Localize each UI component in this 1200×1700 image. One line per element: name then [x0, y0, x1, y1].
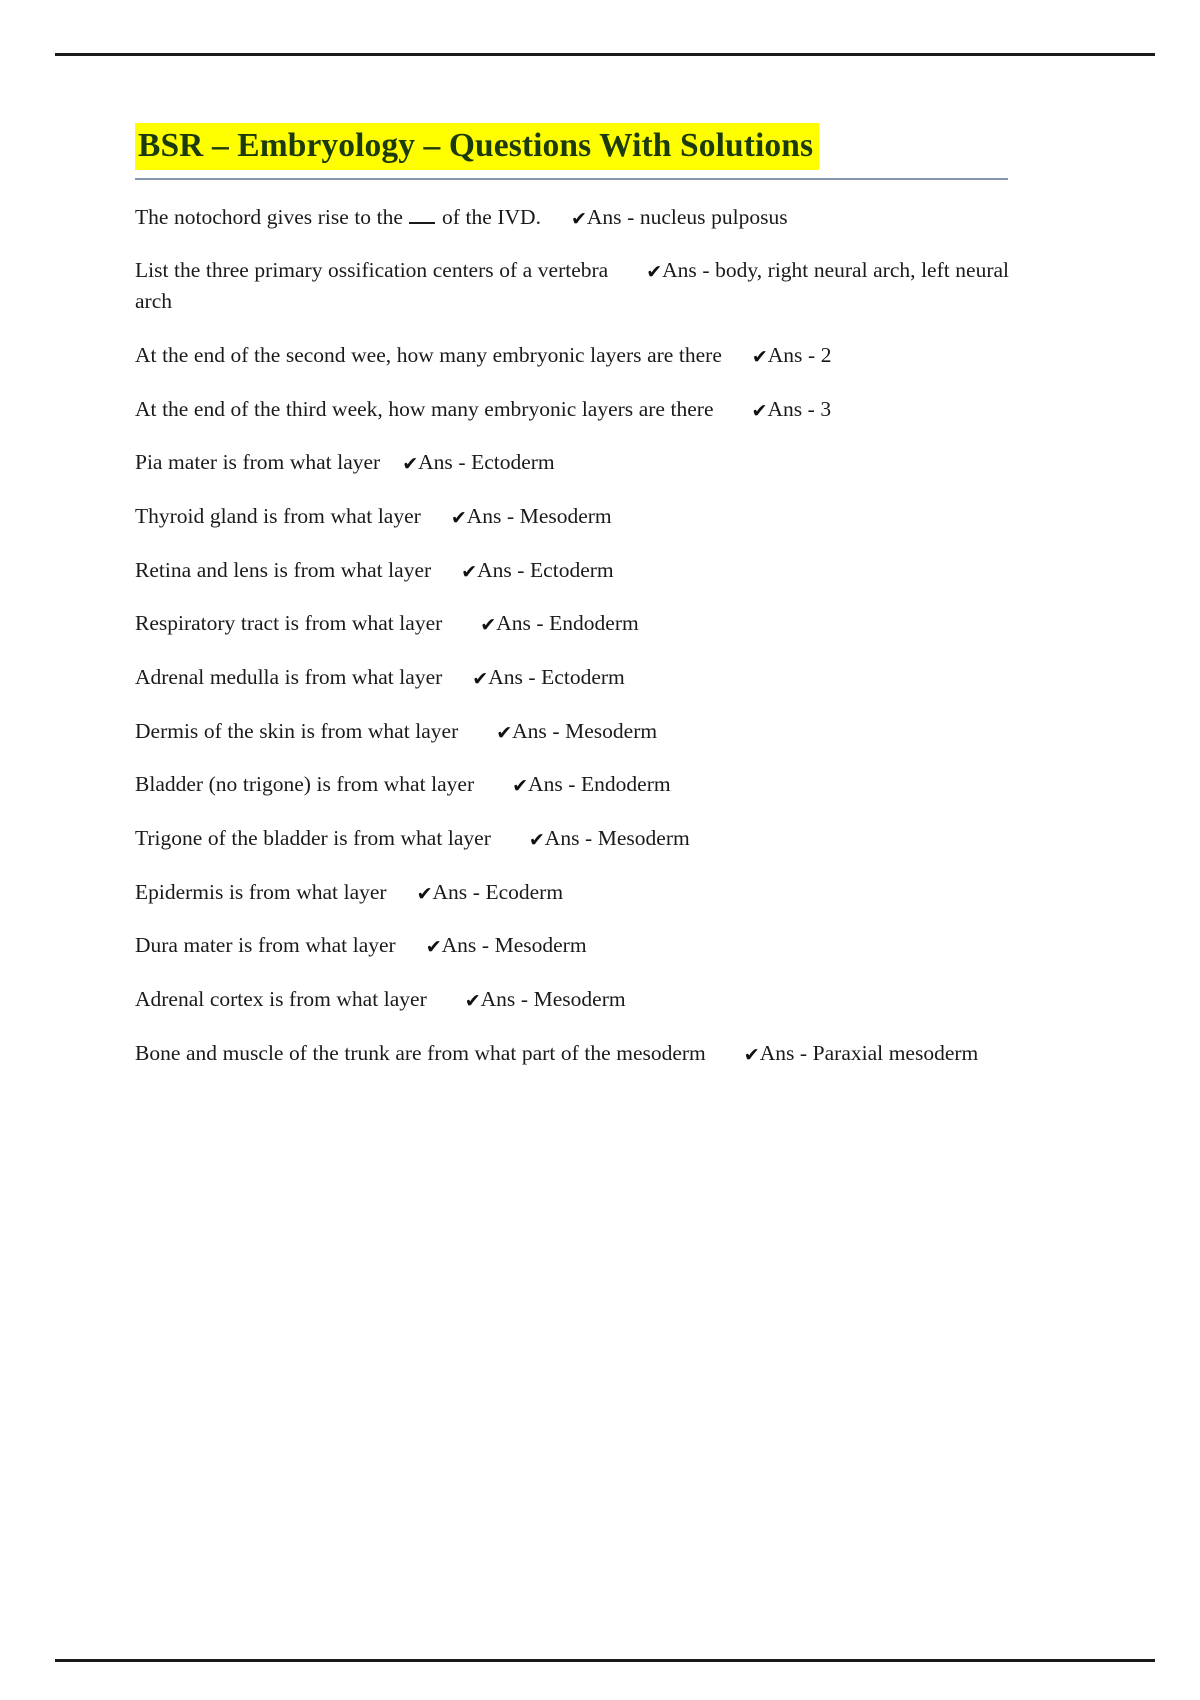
- answer-dash: -: [452, 450, 472, 475]
- question-text: Respiratory tract is from what layer: [135, 611, 443, 636]
- qa-item: [135, 716, 1013, 747]
- answer-dash: -: [621, 204, 640, 229]
- question-text: The notochord gives rise to the: [135, 204, 409, 229]
- qa-item: [135, 769, 1013, 800]
- answer-label: Ans: [759, 1040, 795, 1065]
- answer-text: Endoderm: [549, 611, 639, 636]
- checkmark-icon: ✔: [450, 507, 467, 530]
- answer-dash: -: [515, 987, 534, 1012]
- answer-dash: -: [696, 258, 716, 283]
- qa-item: [135, 447, 1013, 478]
- answer-label: Ans: [488, 665, 523, 690]
- qa-list: [135, 202, 1013, 1069]
- qa-item: [135, 984, 1013, 1015]
- answer-label: Ans: [544, 826, 580, 851]
- fill-in-blank: [409, 209, 435, 224]
- answer-text: Mesoderm: [519, 504, 612, 529]
- qa-item: [135, 608, 1013, 639]
- answer-label: Ans: [662, 258, 697, 283]
- answer-dash: -: [501, 504, 520, 529]
- answer-label: Ans: [767, 396, 803, 421]
- question-text: Bone and muscle of the trunk are from what part of the mesoderm: [135, 1040, 706, 1065]
- checkmark-icon: ✔: [416, 882, 433, 905]
- checkmark-icon: ✔: [646, 261, 663, 284]
- answer-text: body, right neural arch, left neural arch: [135, 258, 1010, 314]
- question-text: At the end of the second wee, how many embryonic layers are there: [135, 343, 722, 368]
- answer-text: Mesoderm: [597, 826, 690, 851]
- checkmark-icon: ✔: [570, 207, 587, 230]
- answer-text: Ectoderm: [471, 450, 555, 475]
- checkmark-icon: ✔: [751, 346, 768, 369]
- question-text: Trigone of the bladder is from what layer: [135, 826, 491, 851]
- answer-text: Ectoderm: [541, 665, 625, 690]
- question-text: Adrenal medulla is from what layer: [135, 665, 443, 690]
- answer-text: Mesoderm: [494, 933, 587, 958]
- question-text: Thyroid gland is from what layer: [135, 504, 421, 529]
- answer-label: Ans: [418, 450, 453, 475]
- question-text: Retina and lens is from what layer: [135, 557, 432, 582]
- answer-dash: -: [579, 826, 598, 851]
- question-text-continued: of the IVD.: [436, 204, 541, 229]
- answer-text: 2: [820, 343, 832, 368]
- answer-text: Ecoderm: [485, 879, 564, 904]
- title-underline-rule: [135, 178, 1008, 180]
- page-title: BSR – Embryology – Questions With Solutions: [135, 123, 819, 170]
- qa-item: [135, 255, 1013, 317]
- qa-item: [135, 501, 1013, 532]
- checkmark-icon: ✔: [751, 399, 768, 422]
- qa-item: [135, 555, 1013, 586]
- answer-label: Ans: [432, 879, 468, 904]
- qa-item: [135, 1038, 1013, 1069]
- answer-text: Paraxial mesoderm: [812, 1040, 979, 1065]
- checkmark-icon: ✔: [402, 453, 419, 476]
- question-text: Bladder (no trigone) is from what layer: [135, 772, 475, 797]
- qa-item: [135, 394, 1013, 425]
- answer-text: Endoderm: [581, 772, 671, 797]
- answer-label: Ans: [477, 557, 512, 582]
- question-text: Pia mater is from what layer: [135, 450, 381, 475]
- answer-dash: -: [794, 1040, 813, 1065]
- question-text: Adrenal cortex is from what layer: [135, 987, 427, 1012]
- answer-dash: -: [511, 557, 531, 582]
- checkmark-icon: ✔: [480, 614, 497, 637]
- page-top-rule: [55, 53, 1155, 56]
- question-text: Dura mater is from what layer: [135, 933, 396, 958]
- checkmark-icon: ✔: [496, 721, 513, 744]
- checkmark-icon: ✔: [425, 936, 442, 959]
- checkmark-icon: ✔: [464, 990, 481, 1013]
- qa-item: [135, 340, 1013, 371]
- qa-item: [135, 930, 1013, 961]
- document-content: [135, 124, 1013, 1069]
- answer-dash: -: [522, 665, 542, 690]
- answer-label: Ans: [441, 933, 477, 958]
- answer-dash: -: [476, 933, 495, 958]
- answer-label: Ans: [496, 611, 531, 636]
- answer-dash: -: [546, 718, 566, 743]
- question-text: List the three primary ossification centers of a vertebra: [135, 258, 609, 283]
- qa-item: [135, 662, 1013, 693]
- answer-dash: -: [802, 396, 821, 421]
- checkmark-icon: ✔: [528, 829, 545, 852]
- page-title-container: [135, 124, 1013, 169]
- checkmark-icon: ✔: [461, 560, 478, 583]
- question-text: Epidermis is from what layer: [135, 879, 387, 904]
- answer-label: Ans: [512, 718, 547, 743]
- checkmark-icon: ✔: [472, 668, 489, 691]
- qa-item: [135, 202, 1013, 233]
- question-text: At the end of the third week, how many embryonic layers are there: [135, 396, 714, 421]
- answer-dash: -: [467, 879, 486, 904]
- answer-label: Ans: [528, 772, 563, 797]
- qa-item: [135, 823, 1013, 854]
- answer-text: Mesoderm: [565, 718, 658, 743]
- answer-dash: -: [802, 343, 821, 368]
- answer-dash: -: [530, 611, 550, 636]
- answer-text: nucleus pulposus: [639, 204, 788, 229]
- checkmark-icon: ✔: [743, 1043, 760, 1066]
- answer-label: Ans: [586, 204, 622, 229]
- checkmark-icon: ✔: [512, 775, 529, 798]
- answer-text: 3: [820, 396, 832, 421]
- answer-dash: -: [562, 772, 582, 797]
- question-text: Dermis of the skin is from what layer: [135, 718, 459, 743]
- answer-text: Ectoderm: [530, 557, 614, 582]
- answer-label: Ans: [767, 343, 803, 368]
- answer-label: Ans: [466, 504, 502, 529]
- page-bottom-rule: [55, 1659, 1155, 1662]
- answer-label: Ans: [480, 987, 516, 1012]
- qa-item: [135, 877, 1013, 908]
- answer-text: Mesoderm: [533, 987, 626, 1012]
